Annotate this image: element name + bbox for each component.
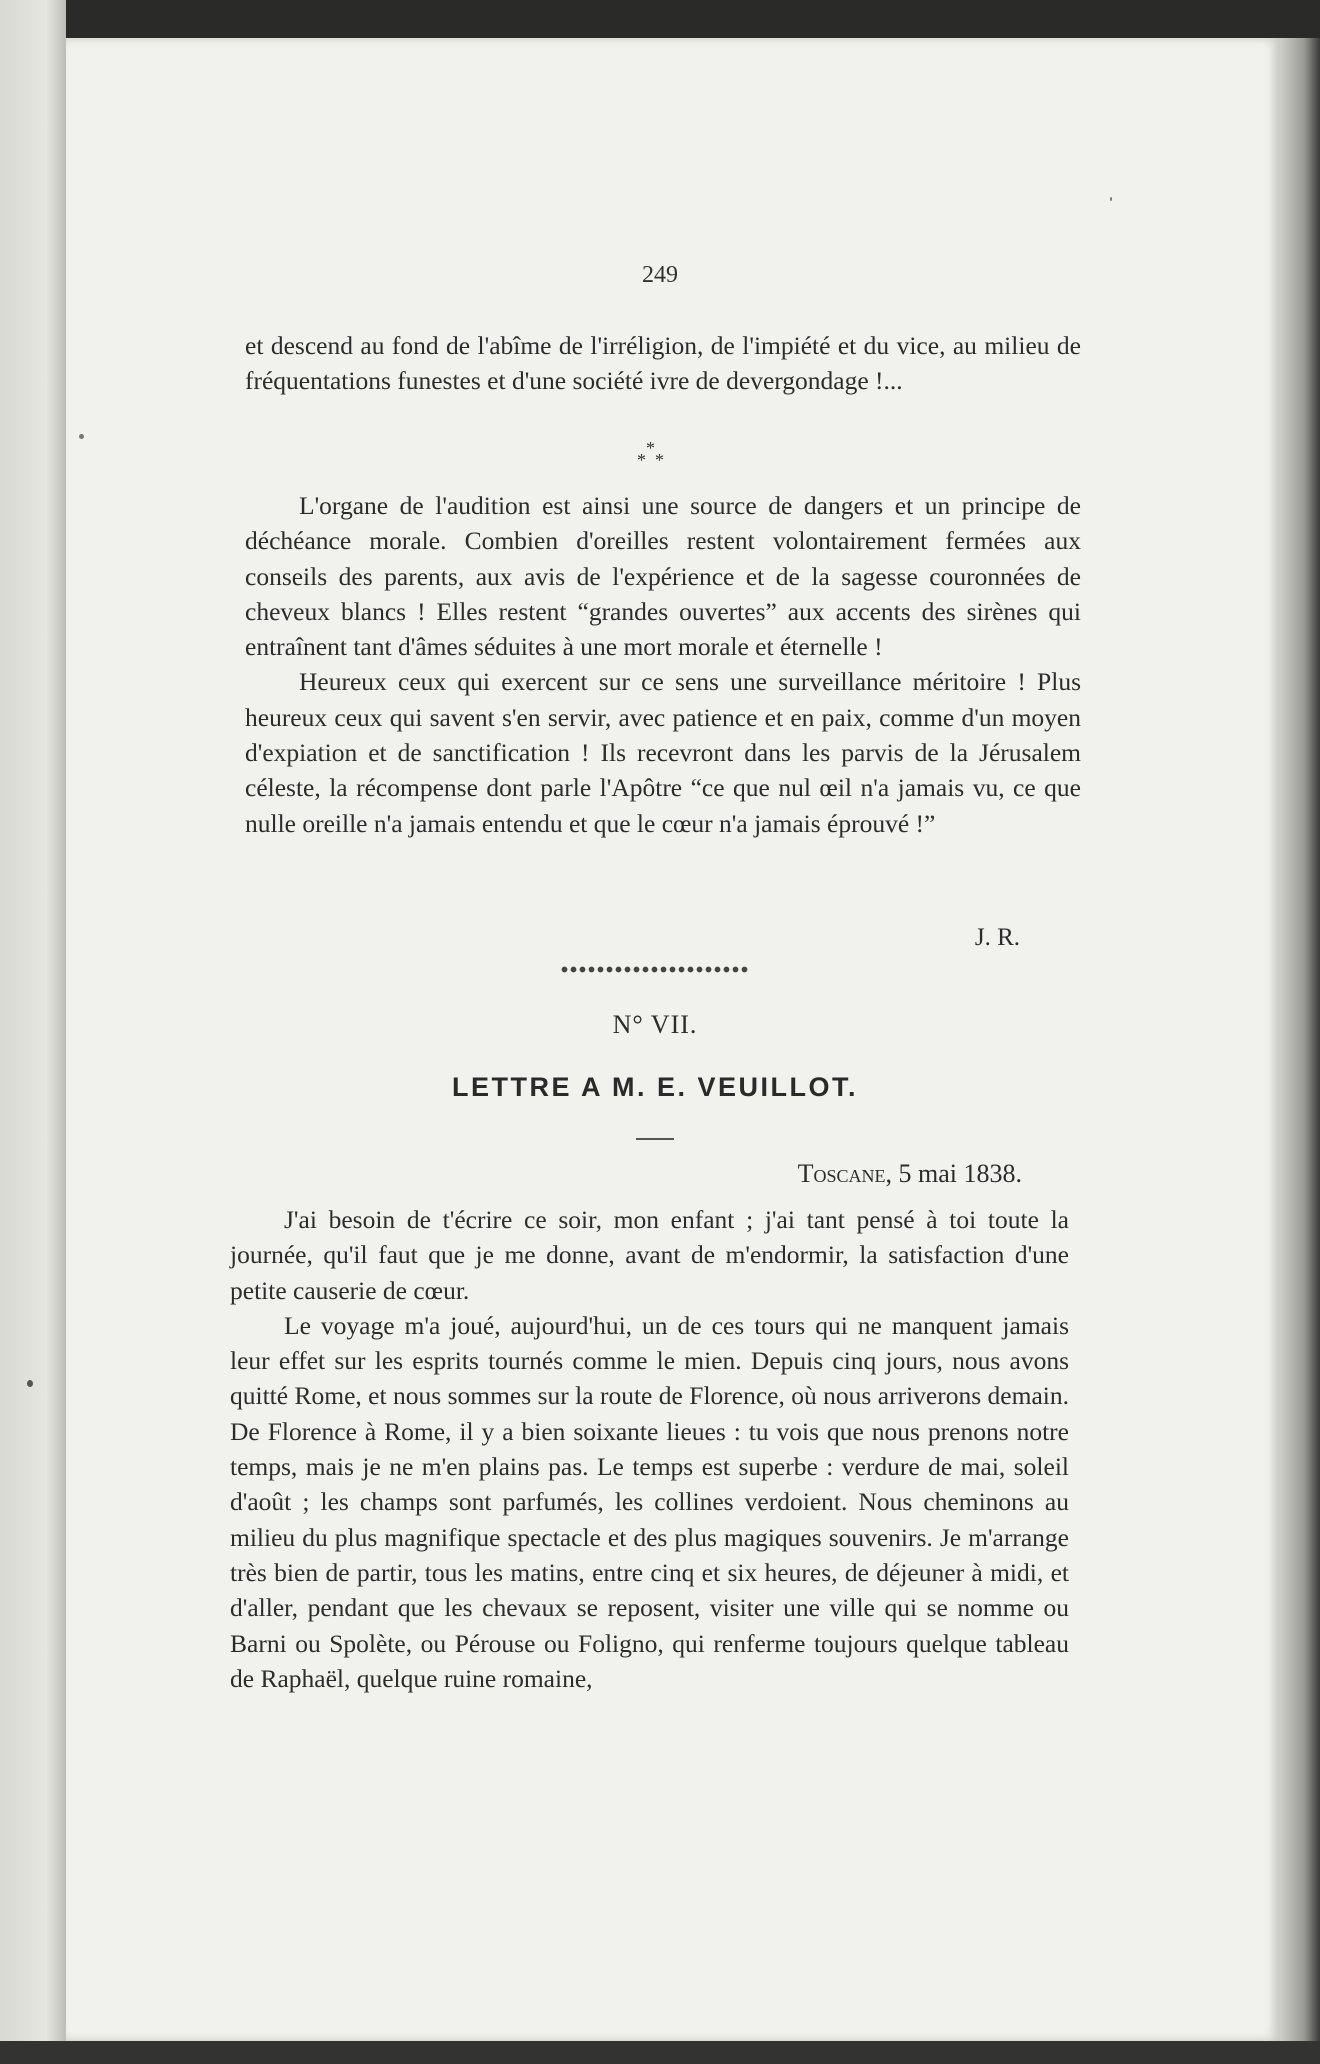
ornamental-rule [560, 966, 748, 973]
letter-text-block [230, 1202, 1069, 1696]
letter-title: LETTRE A M. E. VEUILLOT. [451, 1072, 858, 1102]
asterism-separator [615, 438, 695, 478]
dateline-place: Toscane [797, 1159, 886, 1188]
scan-speck [79, 434, 84, 439]
paragraph: et descend au fond de l'abîme de l'irréligion, de l'impiété et du vice, au milieu de fréquentations funestes et d'une société ivre de devergondage !... [245, 331, 1081, 396]
title-rule [636, 1138, 674, 1140]
section-number: N° VII. [612, 1010, 698, 1039]
scan-bottom-strip [0, 2041, 1320, 2064]
page-number: 249 [642, 262, 678, 288]
letter-dateline [700, 1159, 1022, 1189]
top-text-block [245, 328, 1081, 399]
paragraph: L'organe de l'audition est ainsi une source de dangers et un principe de déchéance morale. Combien d'oreilles restent volontairement fermées aux conseils des parents, aux avis de l'expérience et de la sagesse couronnées de cheveux blancs ! Elles restent “grandes ouvertes” aux accents des sirènes qui entraînent tant d'âmes séduites à une mort morale et éternelle ! [245, 491, 1081, 662]
scan-speck [27, 1380, 33, 1387]
scan-speck [1110, 197, 1112, 201]
paragraph: Heureux ceux qui exercent sur ce sens une surveillance méritoire ! Plus heureux ceux qui savent s'en servir, avec patience et en paix, comme d'un moyen d'expiation et de sanctification ! Ils recevront dans les parvis de la Jérusalem céleste, la récompense dont parle l'Apôtre “ce que nul œil n'a jamais vu, ce que nulle oreille n'a jamais entendu et que le cœur n'a jamais éprouvé !” [245, 667, 1081, 838]
paragraph: J'ai besoin de t'écrire ce soir, mon enfant ; j'ai tant pensé à toi toute la journée, qu'il faut que je me donne, avant de m'endormir, la satisfaction d'une petite causerie de cœur. [230, 1205, 1069, 1305]
paragraph: Le voyage m'a joué, aujourd'hui, un de ces tours qui ne manquent jamais leur effet sur les esprits tournés comme le mien. Depuis cinq jours, nous avons quitté Rome, et nous sommes sur la route de Florence, où nous arriverons demain. De Florence à Rome, il y a bien soixante lieues : tu vois que nous prenons notre temps, mais je ne m'en plains pas. Le temps est superbe : verdure de mai, soleil d'août ; les champs sont parfumés, les collines verdoient. Nous cheminons au milieu du plus magnifique spectacle et des plus magiques souvenirs. Je m'arrange très bien de partir, tous les matins, entre cinq et six heures, de déjeuner à midi, et d'aller, pendant que les chevaux se reposent, visiter une ville qui se nomme ou Barni ou Spolète, ou Pérouse ou Foligno, qui renferme toujours quelque tableau de Raphaël, quelque ruine romaine, [230, 1310, 1069, 1693]
dateline-date: , 5 mai 1838. [885, 1159, 1022, 1188]
asterism-star: * [646, 438, 655, 458]
asterism-star: * [637, 450, 646, 470]
signature-initials: J. R. [974, 924, 1020, 951]
asterism-star: * [655, 450, 664, 470]
body-text-block [245, 488, 1081, 841]
